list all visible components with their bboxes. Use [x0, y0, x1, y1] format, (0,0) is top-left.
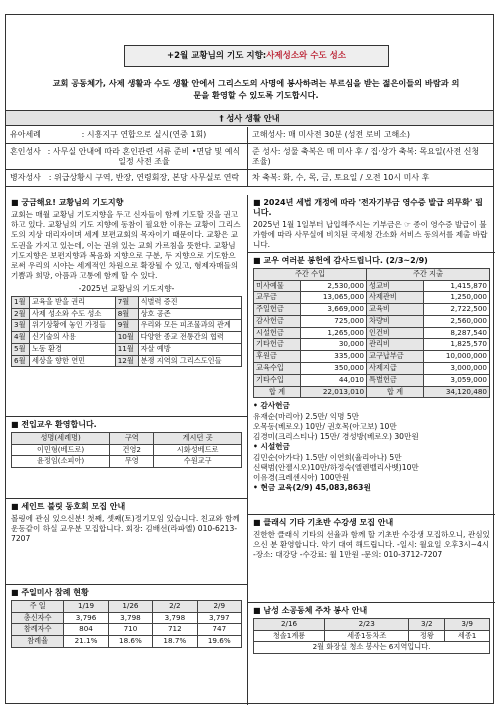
table-header-row [12, 600, 242, 612]
table-cell: 특별헌금 [367, 374, 424, 386]
table-row [254, 292, 490, 304]
section-title: ■ 세인트 불릿 동호회 모집 안내 [11, 502, 126, 511]
newcomers-table [11, 432, 242, 468]
table-cell: 8월 [115, 308, 138, 320]
right-column [248, 195, 495, 705]
table-cell: 10월 [115, 332, 138, 344]
table-cell: 기타수입 [254, 374, 301, 386]
table-cell: 1,250,000 [423, 292, 489, 304]
table-row [12, 456, 242, 468]
table-cell: 사제 성소와 수도 성소 [29, 308, 115, 320]
table-cell: 3,669,000 [300, 304, 366, 316]
guide-value: 준 성사: 성물 축복은 매 미사 후 / 집·상가 축복: 목요일(사전 신청 조율) [252, 146, 480, 166]
table-row [254, 363, 490, 375]
table-row [12, 296, 242, 308]
table-cell: 교구납부금 [367, 351, 424, 363]
table-cell: 기타헌금 [254, 339, 301, 351]
offering-section [248, 253, 495, 515]
table-cell: 미사예물 [254, 280, 301, 292]
table-cell: 2월 화장실 청소 봉사는 6지역입니다. [254, 642, 490, 654]
table-cell: 위기상황에 놓인 가정들 [29, 320, 115, 332]
table-cell: 시설헌금 [254, 327, 301, 339]
section-body: 2025년 1월 1일부터 납입해주시는 기부금은 ☞ 종이 영수증 발급이 불가함에 따라 사무실에 비치된 국세청 간소화 서비스 동의서를 제출 바랍니다. [253, 219, 488, 249]
prayer-intention-banner [124, 45, 389, 67]
table-cell: 18.7% [153, 636, 197, 648]
section-body: 볼링에 관심 있으신분! 첫째, 셋째(토)정기모임 있습니다. 친교와 함께 운동같이 하실 교우분 모집합니다. 회장: 김배선(라파엘) 010-6213-7207 [11, 513, 240, 544]
guide-value: 고해성사: 매 미사전 30분 (성전 로비 고해소) [252, 130, 411, 139]
table-cell: 30,000 [300, 339, 366, 351]
banner-emphasis: 사제성소와 수도 성소 [266, 50, 347, 61]
section-title: ■ 클래식 기타 기초반 수강생 모집 안내 [253, 518, 394, 527]
bulletin-page [5, 14, 494, 704]
table-cell: 22,013,010 [300, 386, 366, 398]
table-row [12, 308, 242, 320]
list-item: 김경미(크리스티나) 15만/ 경성방(베로오) 30만원 [253, 432, 419, 442]
guide-table [6, 127, 493, 187]
mass-attendance-section [6, 585, 247, 705]
table-cell: 2/23 [325, 618, 409, 630]
table-cell: 5월 [12, 343, 30, 355]
table-cell: 자살 예방 [138, 343, 241, 355]
list-item: 신택범(안젤시오)10만/하정숙(엘렌벨리사벳)10만 [253, 462, 419, 472]
guide-value: : 위급상황시 구역, 반장, 연령회장, 본당 사무실로 연락 [48, 173, 240, 183]
guitar-class-section [248, 515, 495, 603]
table-cell: 712 [153, 624, 197, 636]
section-body: 교회는 매월 교황님 기도지향을 두고 신자들이 함께 기도할 것을 권고하고 있다. 교황님의 기도 지향에 동참이 필요한 이유는 교황이 그리스도의 지상 대리자이며 세계 보편교회의 목자이기 때문이다. 교황은 교도권을 가지고 있는데, 이는 권위 있는 교회 가르침을 뜻한다. 교황님 기도지향은 보편지향과 복음화 지향으로 구분, 두 지향으로 기도함으로써 우리의 시야는 세계적인 차원으로 확장될 수 있고, 형제자매들의 기쁨과 희망, 아픔과 고통에 함께 할 수 있다. [11, 209, 241, 281]
table-cell: 34,120,480 [423, 386, 489, 398]
table-cell: 1,825,570 [423, 339, 489, 351]
guide-label: 병자성사 [10, 173, 41, 183]
guide-value: 차 축복: 화, 수, 목, 금, 토요일 / 오전 10시 미사 후 [252, 173, 430, 183]
guide-value: : 시흥지구 연합으로 실시(연중 1회) [81, 130, 207, 139]
section-title: ■ 궁금해요! 교황님의 기도지향 [11, 198, 124, 207]
table-cell: 21.1% [64, 636, 108, 648]
table-cell: 19.6% [197, 636, 241, 648]
table-cell: 44,010 [300, 374, 366, 386]
newcomers-section [6, 417, 247, 499]
table-cell: 총신자수 [12, 612, 64, 624]
table-cell: 차량비 [367, 315, 424, 327]
table-cell: 참례율 [12, 636, 64, 648]
table-cell: 참례자수 [12, 624, 64, 636]
guide-title: † 성사 생활 안내 [6, 110, 493, 126]
table-cell: 18.6% [108, 636, 152, 648]
table-cell: 1/19 [64, 600, 108, 612]
table-cell: 11월 [115, 343, 138, 355]
table-cell: 사제지급 [367, 363, 424, 375]
bowling-club-section [6, 499, 247, 585]
table-row [254, 351, 490, 363]
table-cell: 10,000,000 [423, 351, 489, 363]
table-cell: 3/9 [445, 618, 490, 630]
table-cell: 3월 [12, 320, 30, 332]
table-cell: 인건비 [367, 327, 424, 339]
table-cell: 6월 [12, 355, 30, 367]
table-cell: 교육비 [367, 304, 424, 316]
table-cell: 2,560,000 [423, 315, 489, 327]
table-cell: 3,796 [64, 612, 108, 624]
table-cell: 주간 수입 [254, 268, 367, 280]
section-title: ■ 남성 소공동체 주차 봉사 안내 [253, 606, 368, 615]
table-row [12, 636, 242, 648]
table-cell: 합 계 [254, 386, 301, 398]
table-total-row [254, 386, 490, 398]
table-cell: 수원교구 [154, 456, 242, 468]
table-cell: 이민형(베드로) [12, 444, 110, 456]
table-cell: 교무금 [254, 292, 301, 304]
table-cell: 3,000,000 [423, 363, 489, 375]
table-cell: 3,798 [153, 612, 197, 624]
section-body: 진한한 클래식 기타의 선율과 함께 할 기초반 수강생 모집하오니, 관심있으신 분 환영합니다. 악기 대여 해드립니다. -일시: 월요일 오후3시~4시 -장소: 대강당 -수강료: 월 1만원 -문의: 010-3712-7207 [253, 529, 490, 560]
table-row [254, 339, 490, 351]
table-cell: 7월 [115, 296, 138, 308]
table-cell: 교육수입 [254, 363, 301, 375]
table-cell: 2월 [12, 308, 30, 320]
table-cell: 감사헌금 [254, 315, 301, 327]
table-row [254, 280, 490, 292]
table-row [12, 332, 242, 344]
table-row [254, 630, 490, 642]
guide-value: : 사무실 안내에 따라 혼인관련 서류 준비 •면담 및 예식일정 사전 조율 [47, 146, 241, 166]
intention-table [11, 296, 242, 368]
table-row [12, 612, 242, 624]
table-cell: 3,798 [108, 612, 152, 624]
table-cell: 세종1 [445, 630, 490, 642]
table-row [12, 624, 242, 636]
table-cell: 2/16 [254, 618, 325, 630]
section-title: ■ 교우 여러분 봉헌에 감사드립니다. (2/3~2/9) [253, 256, 428, 265]
table-cell: 시화성베드로 [154, 444, 242, 456]
table-row [12, 444, 242, 456]
table-cell: 성교비 [367, 280, 424, 292]
table-cell: 건영2 [110, 444, 154, 456]
table-cell: 상호 공존 [138, 308, 241, 320]
table-cell: 2/9 [197, 600, 241, 612]
table-row [254, 327, 490, 339]
table-cell: 노동 환경 [29, 343, 115, 355]
table-cell: 4월 [12, 332, 30, 344]
table-cell: 구역 [110, 432, 154, 444]
table-cell: 3,059,000 [423, 374, 489, 386]
tax-receipt-section [248, 195, 495, 253]
guide-row [6, 144, 493, 171]
table-cell: 8,287,540 [423, 327, 489, 339]
table-cell: 13,065,000 [300, 292, 366, 304]
section-title: ■ 주일미사 참례 현황 [11, 588, 89, 597]
table-cell: 2,722,500 [423, 304, 489, 316]
table-cell: 주 일 [12, 600, 64, 612]
attendance-table [11, 600, 242, 648]
table-cell: 725,000 [300, 315, 366, 327]
parking-volunteer-section [248, 603, 495, 705]
table-header-row [254, 268, 490, 280]
table-cell: 2/2 [153, 600, 197, 612]
table-row [12, 343, 242, 355]
table-cell: 주일헌금 [254, 304, 301, 316]
table-cell: 804 [64, 624, 108, 636]
papal-intention-section [6, 195, 247, 417]
table-header-row [254, 618, 490, 630]
section-title: ■ 2024년 세법 개정에 따라 '전자기부금 영수증 발급 의무화' 됩니다. [253, 198, 483, 217]
intro-text: 교회 공동체가, 사제 생활과 수도 생활 안에서 그리스도의 사명에 봉사하려는 부르심을 받는 젊은이들의 바람과 의문을 환영할 수 있도록 기도합시다. [52, 78, 460, 100]
table-cell: 1월 [12, 296, 30, 308]
banner-prefix: +2월 교황님의 기도 지향: [166, 50, 267, 61]
table-cell: 무영 [110, 456, 154, 468]
table-row [254, 315, 490, 327]
table-cell: 식별력 증진 [138, 296, 241, 308]
special-offering: • 현금 교육(2/9) 45,083,863원 [253, 483, 371, 493]
table-header-row [12, 432, 242, 444]
table-cell: 관리비 [367, 339, 424, 351]
table-cell: 신기술의 사용 [29, 332, 115, 344]
donations-list: • 감사헌금 유재순(마리아) 2.5만/ 익명 5만 오목동(베로오) 10만/ 권호목(아고보) 10만 김경미(크리스티나) 15만/ 경성방(베로오) 30만원 • 시설헌금 김민순(아가다) 1.5만/ 이연희(율리아나) 5만 신택범(안젤시오)10만/하정숙(엘렌벨리사벳)10만 이유경(크레센시아) 100만원 • 현금 교육(2/9) 45,083,863원 [253, 401, 490, 493]
table-cell: 12월 [115, 355, 138, 367]
table-cell: 정왕 [409, 630, 445, 642]
list-item: 김민순(아가다) 1.5만/ 이연희(율리아나) 5만 [253, 452, 402, 462]
table-cell: 합 계 [367, 386, 424, 398]
table-cell: 분쟁 지역의 그리스도인들 [138, 355, 241, 367]
table-cell: 3,797 [197, 612, 241, 624]
table-cell: 1/26 [108, 600, 152, 612]
table-subtitle: -2025년 교황님의 기도지향- [78, 283, 175, 293]
guide-row [6, 127, 493, 144]
table-cell: 다양한 종교 전통간의 협력 [138, 332, 241, 344]
section-title: ■ 전입교우 환영합니다. [11, 420, 97, 429]
table-cell: 청솔1계룡 [254, 630, 325, 642]
table-cell: 747 [197, 624, 241, 636]
table-cell: 세종1동차조 [325, 630, 409, 642]
table-row [254, 304, 490, 316]
table-row [12, 320, 242, 332]
table-cell: 1,415,870 [423, 280, 489, 292]
table-row [254, 642, 490, 654]
table-cell: 335,000 [300, 351, 366, 363]
table-row [254, 374, 490, 386]
table-cell: 우리와 모든 피조물과의 관계 [138, 320, 241, 332]
guide-label: 유아세례 [10, 130, 41, 139]
table-row [12, 355, 242, 367]
guide-label: 혼인성사 [10, 146, 41, 156]
table-cell: 2,530,000 [300, 280, 366, 292]
table-cell: 후원금 [254, 351, 301, 363]
guide-row [6, 170, 493, 187]
table-cell: 교육을 받을 권리 [29, 296, 115, 308]
table-cell: 9월 [115, 320, 138, 332]
list-item: 오목동(베로오) 10만/ 권호목(아고보) 10만 [253, 421, 397, 431]
table-cell: 세상을 향한 연민 [29, 355, 115, 367]
offering-table [253, 268, 490, 399]
list-item: 유재순(마리아) 2.5만/ 익명 5만 [253, 411, 359, 421]
list-item: 이유경(크레센시아) 100만원 [253, 473, 350, 483]
table-cell: 350,000 [300, 363, 366, 375]
left-column [6, 195, 248, 705]
table-cell: 성명(세례명) [12, 432, 110, 444]
table-cell: 1,265,000 [300, 327, 366, 339]
table-cell: 주간 지출 [367, 268, 490, 280]
parking-table [253, 618, 490, 654]
table-cell: 710 [108, 624, 152, 636]
table-cell: 윤정임(소피아) [12, 456, 110, 468]
table-cell: 게시던 곳 [154, 432, 242, 444]
table-cell: 3/2 [409, 618, 445, 630]
table-cell: 사제관비 [367, 292, 424, 304]
